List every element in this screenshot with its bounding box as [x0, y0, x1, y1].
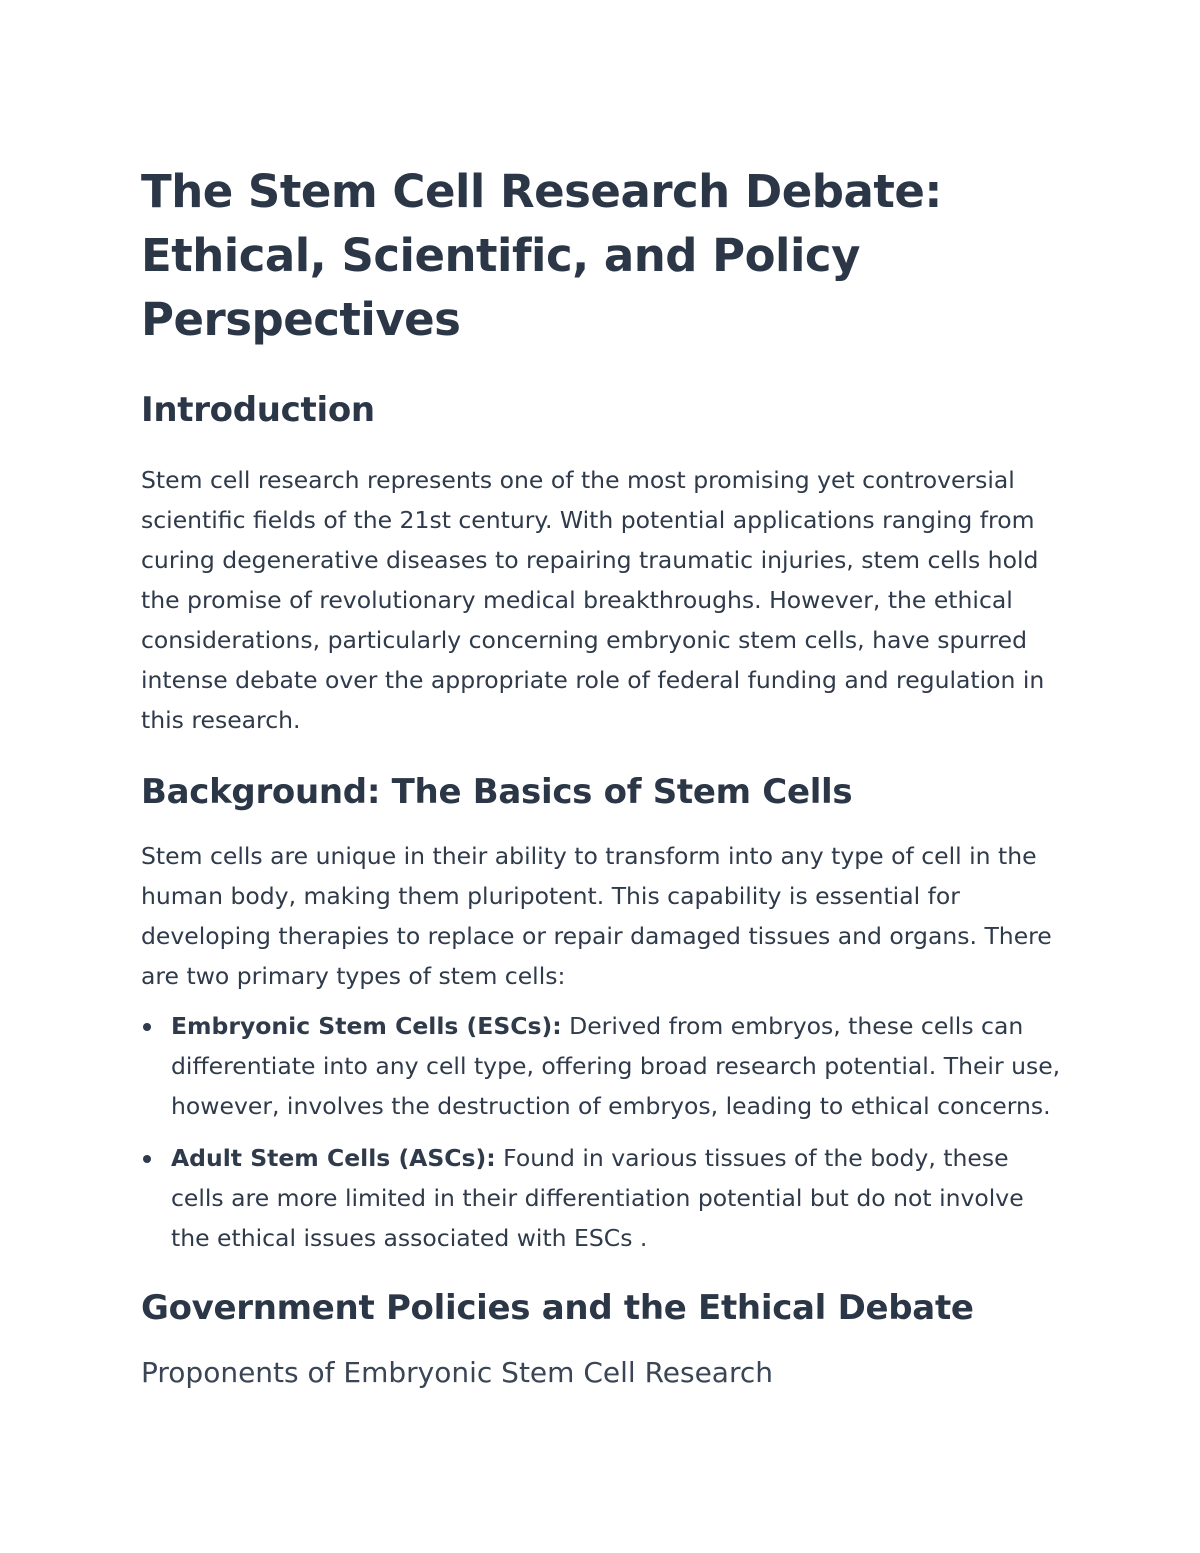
list-item-term: Embryonic Stem Cells (ESCs):	[171, 1012, 562, 1040]
bullet-icon	[143, 1155, 151, 1163]
introduction-paragraph: Stem cell research represents one of the most promising yet controversial scientific fields of the 21st century. With potential applications ranging from curing degenerative diseases to repairing traumatic injuries, stem cells hold the promise of revolutionary medical breakthroughs. However, the ethical considerations, particularly concerning embryonic stem cells, have spurred intense debate over the appropriate role of federal funding and regulation in this research.	[141, 466, 1045, 734]
proponents-subheading: Proponents of Embryonic Stem Cell Research	[141, 1356, 773, 1389]
stem-cell-types-list	[141, 1006, 1061, 1258]
list-item	[141, 1138, 1061, 1258]
background-heading: Background: The Basics of Stem Cells	[141, 772, 853, 812]
document-title: The Stem Cell Research Debate: Ethical, Scientific, and Policy Perspectives	[141, 165, 942, 346]
document-page	[141, 160, 1061, 1392]
list-item-term: Adult Stem Cells (ASCs):	[171, 1144, 496, 1172]
bullet-icon	[143, 1023, 151, 1031]
list-item	[141, 1006, 1061, 1126]
list-item-text: Derived from embryos, these cells can differentiate into any cell type, offering broad research potential. Their use, however, involves the destruction of embryos, leading to ethical concerns.	[171, 1012, 1061, 1120]
list-item-text: Found in various tissues of the body, these cells are more limited in their differentiation potential but do not involve the ethical issues associated with ESCs .	[171, 1144, 1024, 1252]
introduction-heading: Introduction	[141, 390, 375, 430]
government-policies-heading: Government Policies and the Ethical Debate	[141, 1288, 974, 1328]
background-paragraph: Stem cells are unique in their ability to transform into any type of cell in the human body, making them pluripotent. This capability is essential for developing therapies to replace or repair damaged tissues and organs. There are two primary types of stem cells:	[141, 842, 1052, 990]
